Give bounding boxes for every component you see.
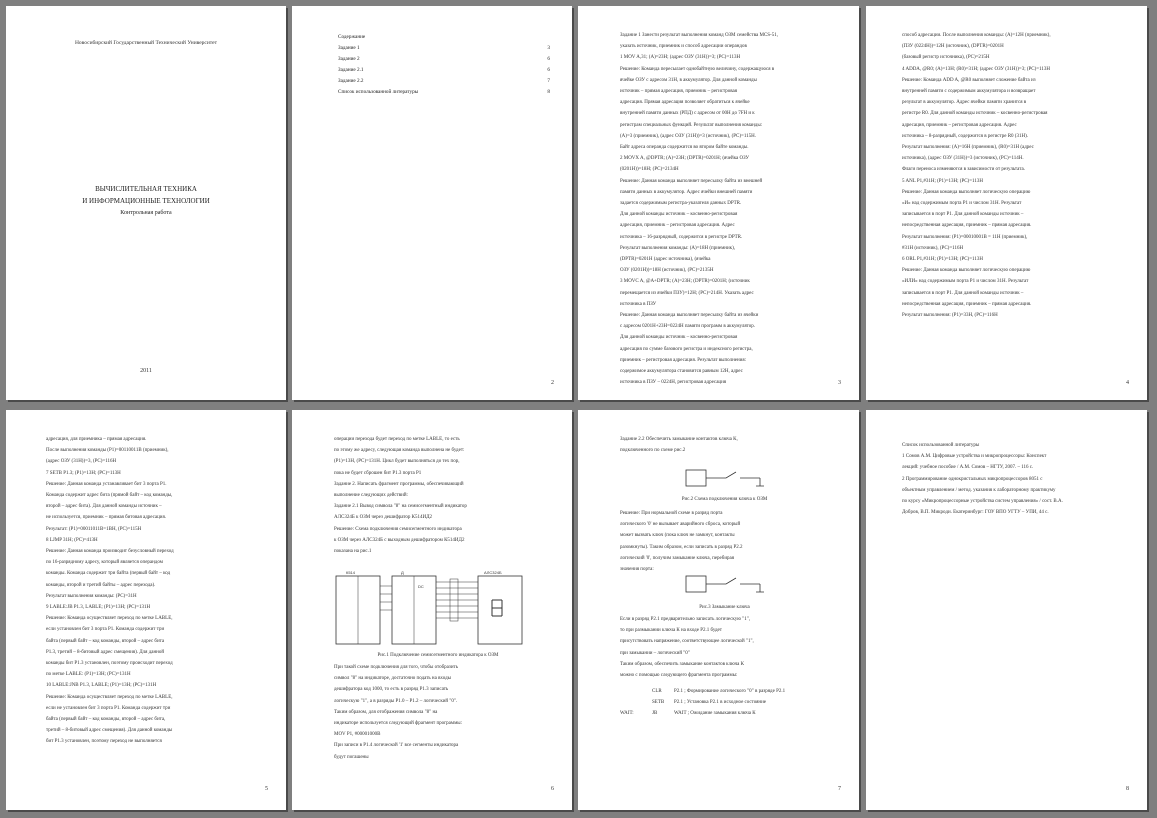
page-number: 6 <box>551 786 554 792</box>
toc-item[interactable]: Задание 1 3 <box>338 45 550 51</box>
toc-item[interactable]: Задание 2.2 7 <box>338 78 550 84</box>
subtitle: Контрольная работа <box>120 210 172 216</box>
page-number: 8 <box>1126 786 1129 792</box>
code-listing <box>620 686 841 720</box>
title-line-2: И ИНФОРМАЦИОННЫЕ ТЕХНОЛОГИИ <box>82 197 210 205</box>
page-7-body-mid: Решение: При нормальной схеме в разряд порта логического '0' не вызывает аварийного сброса, который может вызвать ключ (пока ключ не замкнут, контакты разомкнуты). Таким образом, если записать в разряд P2.2 логический '0', получим замыкание ключа, перебирая значения порта: <box>620 511 743 573</box>
chip-label: DC <box>418 584 424 589</box>
page-number: 5 <box>265 786 268 792</box>
figure-1-caption: Рис.1 Подключение семисегментного индикатора к ОЗМ <box>377 653 499 658</box>
key-circuit-diagram-1 <box>684 466 774 492</box>
chip-label: АЛС324Б <box>484 570 502 575</box>
page-3 <box>578 6 859 400</box>
toc-item[interactable]: Список использованной литературы 8 <box>338 89 550 95</box>
toc-item[interactable]: Задание 2 6 <box>338 56 550 62</box>
university-name: Новосибирский Государственный Технический Университет <box>74 40 218 46</box>
code-line: SETB P2.1 ; Установка P2.1 в исходное состояние <box>652 700 766 706</box>
page-6-body-bottom: При такой схеме подключения для того, чтобы отобразить символ "8" на индикаторе, достаточно подать на входы дешифратора код 1000, то есть в разряд P1.3 записать логическую "1", а в разряды P1.0 – P1.2 – логический "0". Таким образом, для отображения символа "8" на индикаторе используется следующий фрагмент программы: MOV P1, #00001000B При записи в P1.4 логической '1' все сегменты индикатора будут погашены <box>334 665 462 760</box>
indicator-circuit-diagram <box>328 568 550 648</box>
page-4-body: способ адресации. После выполнения команды: (A)=12H (приемник), (ПЗУ (0224H))=12H (источник), (DPTR)=0201H (базовый регистр источника), (PC)=215H 4 ADDA, @R0; (A)=13H; (R0)=31H; (адрес ОЗУ (31H))=3; (PC)=113H Решение: Команда ADD A, @R0 выполняет сложение байта из внутренней памяти с содержимым аккумулятора и возвращает результат в аккумулятор. Адрес ячейки памяти хранится в регистре R0. Для данной команды источник – косвенно-регистровая адресация, приемник – регистровая адресация. Адрес источника – 8-разрядный, содержится в регистре R0 (31H). Результат выполнения: (A)=16H (приемник), (R0)=31H (адрес источника), (адрес ОЗУ (31H))=3 (источник), (PC)=114H. Флаги переноса изменяются в зависимости от результата. 5 ANL P1,#31H; (P1)=13H; (PC)=113H Решение: Данная команда выполняет логическую операцию «И» над содержимым порта P1 и числом 31H. Результат записывается в порт P1. Для данной команды источник – непосредственная адресация, приемник – прямая адресация. Результат выполнения: (P1)=00010001B = 11H (приемник), #31H (источник), (PC)=116H 6 ORL P1,#31H; (P1)=13H; (PC)=113H Решение: Данная команда выполняет логическую операцию «ИЛИ» над содержимым порта P1 и числом 31H. Результат записывается в порт P1. Для данной команды источник – непосредственная адресация, приемник – прямая адресация. Результат выполнения: (P1)=33H, (PC)=116H <box>902 33 1051 319</box>
page-6 <box>292 410 572 810</box>
toc <box>338 32 550 98</box>
page-1 <box>6 6 286 400</box>
page-number: 2 <box>551 380 554 386</box>
page-7-body-top: Задание 2.2 Обеспечить замыкание контактов ключа К, подключенного по схеме рис.2 <box>620 437 738 454</box>
code-line: WAIT: JB WAIT ; Ожидание замыкания ключа К <box>620 711 756 717</box>
toc-heading: Содержание <box>338 34 366 40</box>
chip-label: Д <box>401 570 404 575</box>
page-7-body-after: Если в разряд P2.1 предварительно записать логическую "1", то при размыкании ключа К на входе P2.1 будет присутствовать напряжение, соответствующее логической "1", при замыкании – логический "0" Таким образом, обеспечить замыкание контактов ключа К можно с помощью следующего фрагмента программы: <box>620 617 754 679</box>
year: 2011 <box>140 368 152 374</box>
page-7 <box>578 410 859 810</box>
page-number: 4 <box>1126 380 1129 386</box>
figure-2-caption: Рис.2 Схема подключения ключа к ОЗМ <box>681 497 768 502</box>
page-number: 7 <box>838 786 841 792</box>
page-4 <box>866 6 1147 400</box>
page-number: 3 <box>838 380 841 386</box>
page-5-body: адресация, для приемника – прямая адресация. После выполнения команды (P1)=00110011B (приемник), (адрес ОЗУ (31H))=3, (PC)=116H 7 SETB P1.3; (P1)=13H; (PC)=113H Решение: Данная команда устанавливает бит 3 порта P1. Команда содержит адрес бита (прямой байт – код команды, второй – адрес бита). Для данной команды источник – не используется, приемник – прямая битовая адресация. Результат: (P1)=00011011B=1BH, (PC)=115H 8 LJMP 31H; (PC)=413H Решение: Данная команда производит безусловный переход по 16-разрядному адресу, который является операндом команды. Команда содержит три байта (первый байт – код команды, второй и третий байты – адрес перехода). Результат выполнения команды: (PC)=31H 9 LABLE:JB P1.3, LABLE; (P1)=13H; (PC)=131H Решение: Команда осуществляет переход по метке LABLE, если установлен бит 3 порта P1. Команда содержит три байта (первый байт – код команды, второй – адрес бита P1.3, третий – 8-битовый адрес смещения). Для данной команды бит P1.3 установлен, поэтому происходит переход по метке LABLE: (P1)=13H; (PC)=131H 10 LABLE:JNB P1.3, LABLE; (P1)=13H; (PC)=131H Решение: Команда осуществляет переход по метке LABLE, если не установлен бит 3 порта P1. Команда содержит три байта (первый байт – код команды, второй – адрес бита, третий – 8-битовый адрес смещения). Для данной команды бит P1.3 установлен, поэтому переход не выполняется <box>46 437 174 745</box>
code-line: CLR P2.1 ; Формирование логического "0" в разряде P2.1 <box>652 689 786 694</box>
chip-label: К514 <box>346 570 356 575</box>
key-circuit-diagram-2 <box>684 572 774 598</box>
page-2 <box>292 6 572 400</box>
title-line-1: ВЫЧИСЛИТЕЛЬНАЯ ТЕХНИКА <box>95 185 197 193</box>
page-3-body: Задание 1 Занести результат выполнения команд ОЗМ семейства MCS-51, указать источник, приемник и способ адресации операндов 1 MOV A,31; (A)=23H; (адрес ОЗУ (31H))=3; (PC)=113H Решение: Команда пересылает однобайтную величину, содержащуюся в ячейке ОЗУ с адресом 31H, в аккумулятор. Для данной команды источник – прямая адресация, приемник – регистровая адресация. Прямая адресация позволяет обратиться к ячейке внутренней памяти данных (РПД) с адресом от 00H до 7FH и к регистрам специальных функций. Результат выполнения команды: (A)=3 (приемник), (адрес ОЗУ (31H))=3 (источник), (PC)=115H. Байт адреса операнда содержится во втором байте команды. 2 MOVX A, @DPTR; (A)=23H; (DPTR)=0201H; (ячейка ОЗУ (0201H))=18H; (PC)=2134H Решение: Данная команда выполняет пересылку байта из внешней памяти данных в аккумулятор. Адрес ячейки внешней памяти задается содержимым регистра-указателя данных DPTR. Для данной команды источник – косвенно-регистровая адресация, приемник – регистровая адресация. Адрес источника – 16-разрядный, содержится в регистре DPTR. Результат выполнения команды: (A)=18H (приемник), (DPTR)=0201H (адрес источника), (ячейка ОЗУ (0201H))=18H (источник), (PC)=2135H 3 MOVC A, @A+DPTR; (A)=23H; (DPTR)=0201H; (источник перемещается из ячейки ПЗУ)=12H; (PC)=214H. Указать адрес источника в ПЗУ Решение: Данная команда выполняет пересылку байта из ячейки с адресом 0201H+23H=0224H памяти программ в аккумулятор. Для данной команды источник – косвенно-регистровая адресация по сумме базового регистра и индексного регистра, приемник – регистровая адресация. Результат выполнения: содержимое аккумулятора становится равным 12H, адрес источника в ПЗУ – 0224H, регистровая адресация <box>620 33 778 386</box>
figure-3-caption: Рис.3 Замыкание ключа <box>699 605 750 610</box>
page-6-body-top: операции перехода будет переход по метке LABLE, то есть по этому же адресу, следующая команда выполнена не будет: (P1)=13H, (PC)=131H. Цикл будет выполняться до тех пор, пока не будет сброшен бит P1.3 порта P1 Задание 2. Написать фрагмент программы, обеспечивающий выполнение следующих действий: Задание 2.1 Вывод символа "8" на семисегментный индикатор АЛС324Б к ОЗМ через дешифратор К514ИД2 Решение: Схема подключения семисегментного индикатора к ОЗМ через АЛС324Б с выходным дешифратором К514ИД2 показана на рис.1 <box>334 437 467 555</box>
bibliography: Список использованной литературы 1 Сомов А.М. Цифровые устройства и микропроцессоры: Конспект лекций: учебное пособие / А.М. Сомов – НГТУ, 2007. – 116 с. 2 Программирование однокристальных микропроцессоров 8051 с объектным управлением / метод. указания к лабораторному практикуму по курсу «Микропроцессорные устройства систем управления» / сост. В.А. Добров, В.П. Микроди. Екатеринбург: ГОУ ВПО УГТУ – УПИ, 44 с. <box>902 440 1129 518</box>
bibliography-heading: Список использованной литературы <box>902 443 980 448</box>
page-8 <box>866 410 1147 810</box>
toc-item[interactable]: Задание 2.1 6 <box>338 67 550 73</box>
page-5 <box>6 410 286 810</box>
